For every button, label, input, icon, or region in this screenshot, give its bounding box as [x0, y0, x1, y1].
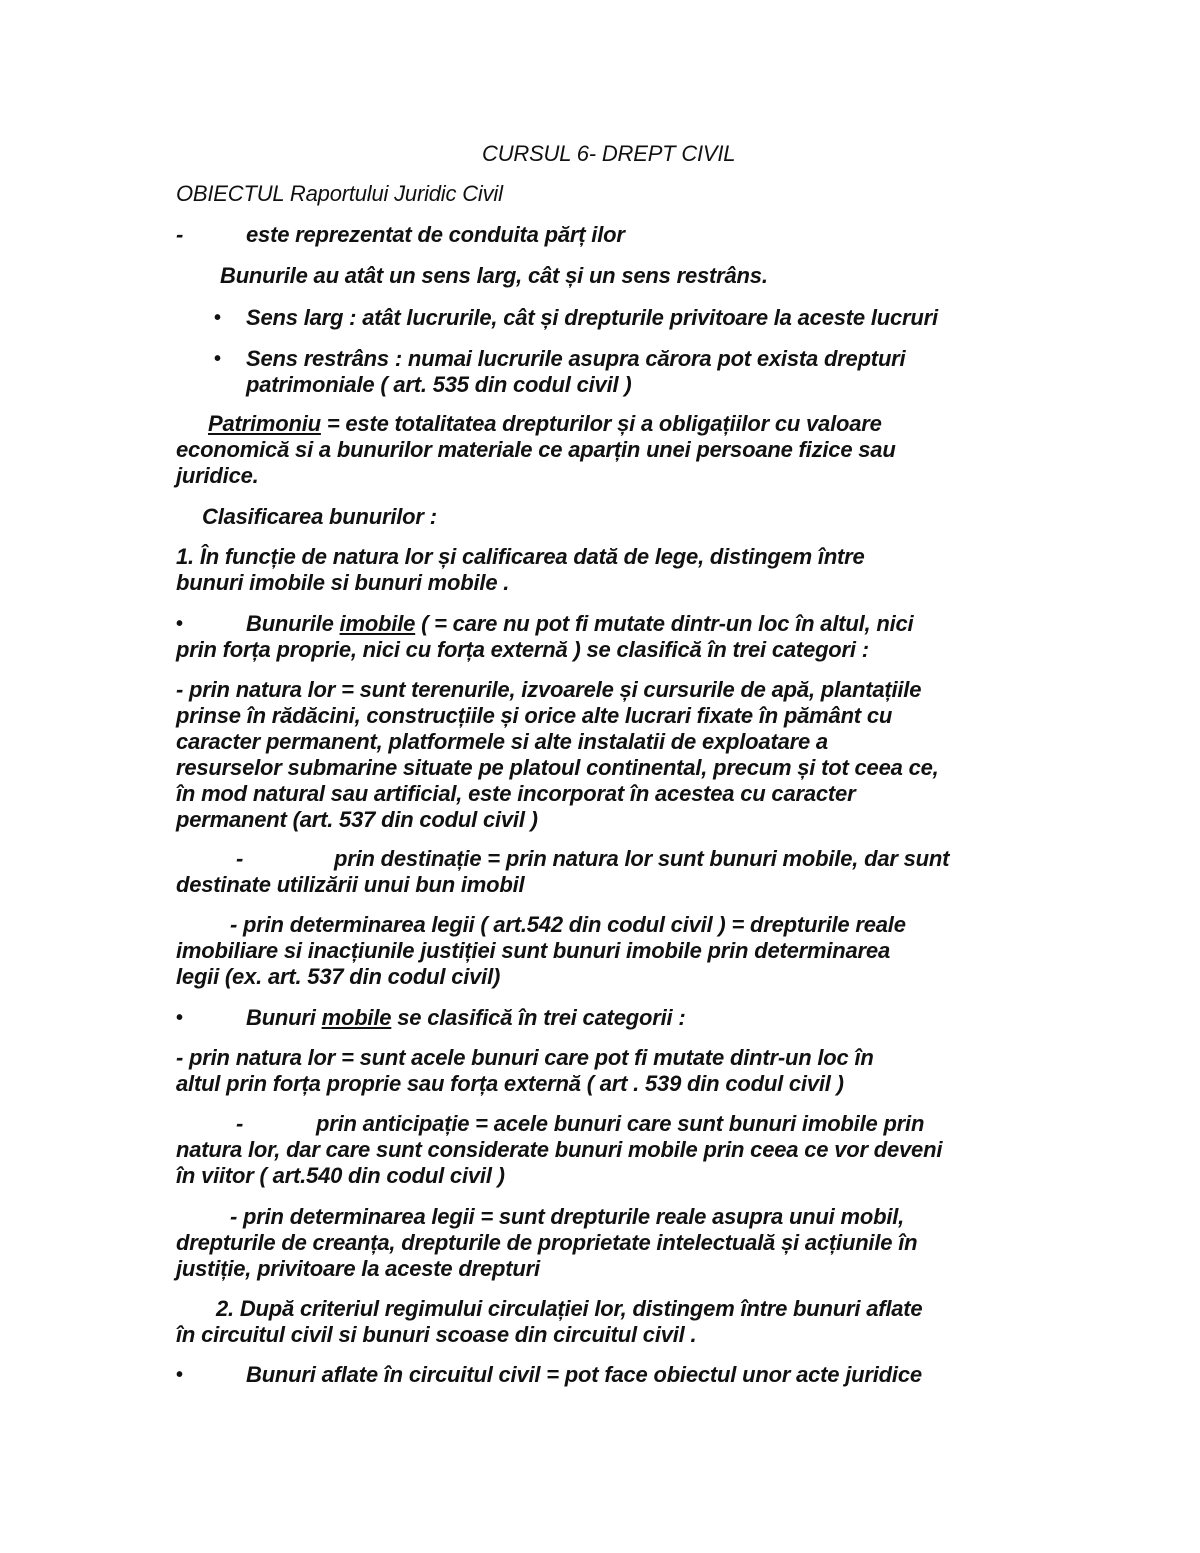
paragraph-line: 2. După criteriul regimului circulației lor, distingem între bunuri aflate — [216, 1296, 923, 1321]
term-mobile: mobile — [321, 1005, 392, 1030]
bullet-icon: • — [214, 348, 221, 370]
paragraph-line: permanent (art. 537 din codul civil ) — [176, 807, 538, 832]
paragraph-line: Patrimoniu = este totalitatea drepturilor și a obligațiilor cu valoare — [208, 411, 882, 436]
bullet-icon: • — [176, 613, 183, 635]
list-item: Sens restrâns : numai lucrurile asupra cărora pot exista drepturi — [246, 346, 906, 371]
paragraph-line: drepturile de creanța, drepturile de proprietate intelectuală și acțiunile în — [176, 1230, 918, 1255]
paragraph-line: Bunurile au atât un sens larg, cât și un sens restrâns. — [220, 263, 768, 288]
paragraph-line: economică si a bunurilor materiale ce aparțin unei persoane fizice sau — [176, 437, 896, 462]
paragraph-line: prin destinație = prin natura lor sunt bunuri mobile, dar sunt — [334, 846, 950, 871]
bullet-icon: • — [176, 1007, 183, 1029]
paragraph-line: - prin determinarea legii = sunt drepturile reale asupra unui mobil, — [230, 1204, 905, 1229]
paragraph-line: Bunuri aflate în circuitul civil = pot face obiectul unor acte juridice — [246, 1362, 922, 1387]
term-imobile: imobile — [339, 611, 416, 636]
paragraph-line: 1. În funcție de natura lor și calificarea dată de lege, distingem între — [176, 544, 865, 569]
paragraph-line: bunuri imobile si bunuri mobile . — [176, 570, 510, 595]
document-title: CURSUL 6- DREPT CIVIL — [482, 141, 736, 166]
paragraph-line: natura lor, dar care sunt considerate bunuri mobile prin ceea ce vor deveni — [176, 1137, 943, 1162]
paragraph-line: în viitor ( art.540 din codul civil ) — [176, 1163, 505, 1188]
dash-marker: - — [236, 1111, 244, 1136]
paragraph-line: - prin natura lor = sunt terenurile, izvoarele și cursurile de apă, plantațiile — [176, 677, 922, 702]
paragraph-line: legii (ex. art. 537 din codul civil) — [176, 964, 501, 989]
paragraph-line: - prin determinarea legii ( art.542 din codul civil ) = drepturile reale — [230, 912, 906, 937]
paragraph-line: prin anticipație = acele bunuri care sunt bunuri imobile prin — [316, 1111, 925, 1136]
paragraph-line: este reprezentat de conduita părț ilor — [246, 222, 625, 247]
list-item: patrimoniale ( art. 535 din codul civil ) — [246, 372, 632, 397]
paragraph-line: Clasificarea bunurilor : — [202, 504, 437, 529]
list-item: Sens larg : atât lucrurile, cât și drepturile privitoare la aceste lucruri — [246, 305, 938, 330]
bullet-icon: • — [214, 307, 221, 329]
paragraph-line: Bunuri mobile se clasifică în trei categorii : — [246, 1005, 686, 1030]
paragraph-line: în circuitul civil si bunuri scoase din circuitul civil . — [176, 1322, 697, 1347]
paragraph-line: juridice. — [176, 463, 259, 488]
paragraph-line: caracter permanent, platformele si alte instalatii de exploatare a — [176, 729, 828, 754]
dash-marker: - — [236, 846, 244, 871]
paragraph-line: destinate utilizării unui bun imobil — [176, 872, 525, 897]
paragraph-line: altul prin forța proprie sau forța externă ( art . 539 din codul civil ) — [176, 1071, 844, 1096]
paragraph-line: justiție, privitoare la aceste drepturi — [176, 1256, 540, 1281]
term-patrimoniu: Patrimoniu — [208, 411, 321, 436]
paragraph-line: - prin natura lor = sunt acele bunuri care pot fi mutate dintr-un loc în — [176, 1045, 874, 1070]
paragraph-line: resurselor submarine situate pe platoul continental, precum și tot ceea ce, — [176, 755, 939, 780]
paragraph-line: prinse în rădăcini, construcțiile și orice alte lucrari fixate în pământ cu — [176, 703, 893, 728]
paragraph-line: în mod natural sau artificial, este incorporat în acestea cu caracter — [176, 781, 856, 806]
paragraph-line: imobiliare si inacțiunile justiției sunt bunuri imobile prin determinarea — [176, 938, 890, 963]
bullet-icon: • — [176, 1364, 183, 1386]
paragraph-line: prin forța proprie, nici cu forța externă ) se clasifică în trei categori : — [176, 637, 869, 662]
section-heading: OBIECTUL Raportului Juridic Civil — [176, 181, 503, 206]
dash-marker: - — [176, 222, 184, 247]
paragraph-line: Bunurile imobile ( = care nu pot fi mutate dintr-un loc în altul, nici — [246, 611, 914, 636]
